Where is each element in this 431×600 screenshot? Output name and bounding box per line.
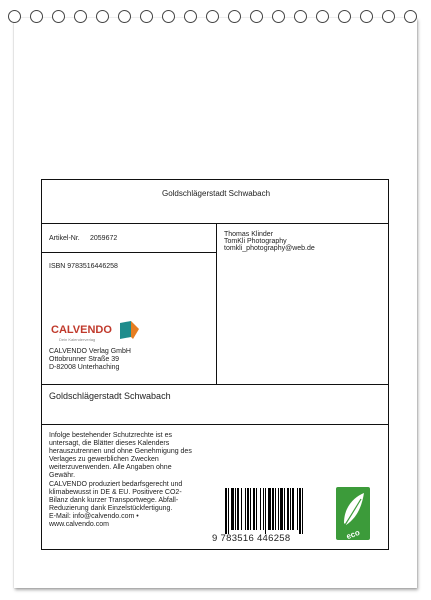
legal-line: CALVENDO produziert bedarfsgerecht und — [49, 480, 183, 488]
article-number: 2059672 — [90, 235, 118, 242]
publisher-street: Ottobrunner Straße 39 — [49, 356, 120, 363]
legal-notice — [49, 432, 219, 529]
binding-ring — [404, 10, 417, 23]
legal-line: klimabewusst in DE & EU. Positivere CO2- — [49, 488, 182, 496]
binding-ring — [360, 10, 373, 23]
binding-ring — [382, 10, 395, 23]
binding-ring — [8, 10, 21, 23]
divider-middle — [42, 384, 388, 385]
eco-badge — [336, 487, 370, 540]
binding-ring — [74, 10, 87, 23]
barcode-number: 9 783516 446258 — [212, 533, 291, 544]
author-name: Thomas Klinder — [224, 231, 274, 238]
legal-line: herauszutrennen und ohne Genehmigung des — [49, 448, 192, 456]
binding-ring — [250, 10, 263, 23]
divider-lower — [42, 424, 388, 425]
logo-wordmark: CALVENDO — [51, 324, 112, 336]
binding-ring — [52, 10, 65, 23]
publisher-name: CALVENDO Verlag GmbH — [49, 348, 131, 355]
binding-ring — [162, 10, 175, 23]
author-company: TomKli Photography — [224, 238, 287, 245]
binding-ring — [272, 10, 285, 23]
binding-ring — [118, 10, 131, 23]
binding-ring — [184, 10, 197, 23]
binding-ring — [338, 10, 351, 23]
leaf-icon — [344, 493, 364, 525]
binding-rings — [8, 10, 428, 30]
publisher-city: D-82008 Unterhaching — [49, 364, 120, 371]
legal-line: E-Mail: info@calvendo.com • — [49, 512, 139, 520]
binding-ring — [140, 10, 153, 23]
binding-ring — [96, 10, 109, 23]
binding-ring — [294, 10, 307, 23]
author-email: tomkli_photography@web.de — [224, 245, 315, 252]
legal-line: Gewähr. — [49, 472, 76, 480]
calvendo-logo — [51, 321, 151, 345]
legal-line: Verlages zu gewerblichen Zwecken — [49, 456, 159, 464]
divider-article — [42, 252, 216, 253]
main-title: Goldschlägerstadt Schwabach — [49, 391, 171, 401]
isbn: ISBN 9783516446258 — [49, 263, 118, 270]
legal-line: weiterzuverwenden. Alle Angaben ohne — [49, 464, 172, 472]
article-label: Artikel-Nr. — [49, 235, 80, 242]
binding-ring — [228, 10, 241, 23]
binding-ring — [206, 10, 219, 23]
divider-vertical — [216, 223, 217, 384]
info-card — [41, 179, 389, 550]
svg-text:Dein Kalenderverlag: Dein Kalenderverlag — [59, 337, 96, 342]
eco-label: eco — [345, 527, 362, 540]
legal-line: untersagt, die Blätter dieses Kalenders — [49, 440, 170, 448]
barcode — [212, 488, 312, 544]
divider-header — [42, 223, 388, 224]
legal-line: Reduzierung dank Einzelstückfertigung. — [49, 504, 173, 512]
binding-ring — [316, 10, 329, 23]
legal-line: www.calvendo.com — [49, 521, 109, 529]
header-title: Goldschlägerstadt Schwabach — [161, 189, 271, 198]
legal-line: Infolge bestehender Schutzrechte ist es — [49, 432, 172, 439]
binding-ring — [30, 10, 43, 23]
legal-line: Bilanz dank kurzer Transportwege. Abfall- — [49, 496, 179, 504]
